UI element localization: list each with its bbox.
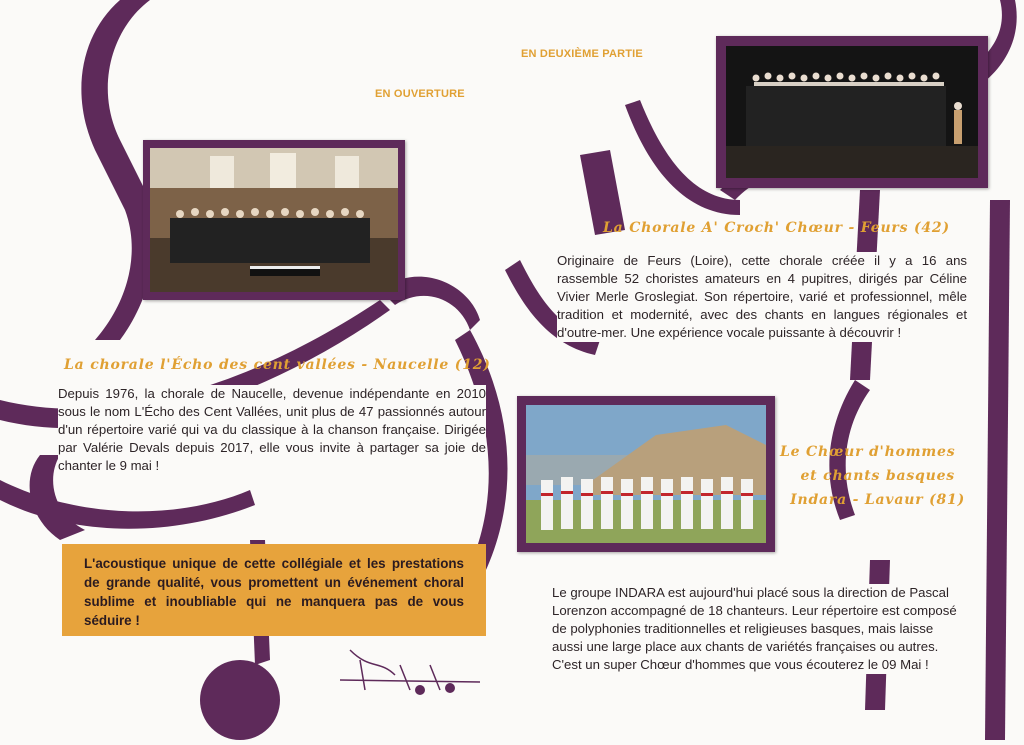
photo-indara-choir [517,396,775,552]
acoustic-callout: L'acoustique unique de cette collégiale et les prestations de grande qualité, vous promettent un événement choral sublime et inoubliable qui ne manquera pas de vous séduire ! [62,544,486,636]
indara-title-line2: et chants basques [800,468,955,484]
indara-title-line3: Indara - Lavaur (81) [790,492,965,508]
indara-description: Le groupe INDARA est aujourd'hui placé sous la direction de Pascal Lorenzon accompagné de 18 chanteurs. Leur répertoire est composé de polyphonies traditionnelles et religieuses basques, mais laisse aussi une large place aux chants de variétés françaises ou autres. C'est un super Chœur d'hommes que vous écouterez le 09 Mai ! [552,584,962,674]
echo-description: Depuis 1976, la chorale de Naucelle, devenue indépendante en 2010 sous le nom L'Écho des Cent Vallées, unit plus de 47 passionnés autour d'un répertoire varié qui va du classique à la chanson française. Dirigée par Valérie Devals depuis 2017, elle vous invite à partager sa joie de chanter le 9 mai ! [58,386,486,473]
small-notes-doodle [340,650,480,690]
basque-choir-outdoors-image [526,405,766,543]
indara-title-line1: Le Chœur d'hommes [780,444,956,460]
croch-description: Originaire de Feurs (Loire), cette chorale créée il y a 16 ans rassemble 52 choristes amateurs en 4 pupitres, dirigés par Céline Vivier Merle Groslegiat. Son répertoire, varié et professionnel, mêle tradition et modernité, avec des chants en langues régionales et d'outre-mer. Une expérience vocale puissante à découvrir ! [557,253,967,340]
choir-on-stage-image [726,46,978,178]
note-head-bottom [200,660,280,740]
croch-title: La Chorale A' Croch' Chœur - Feurs (42) [603,220,950,236]
right-vertical [985,200,1010,740]
choir-in-church-image [150,148,398,292]
photo-croch-choir [716,36,988,188]
photo-echo-choir [143,140,405,300]
second-part-label: EN DEUXIÈME PARTIE [521,48,643,60]
overture-label: EN OUVERTURE [375,88,465,100]
echo-title: La chorale l'Écho des cent vallées - Naucelle (12) [64,357,491,373]
